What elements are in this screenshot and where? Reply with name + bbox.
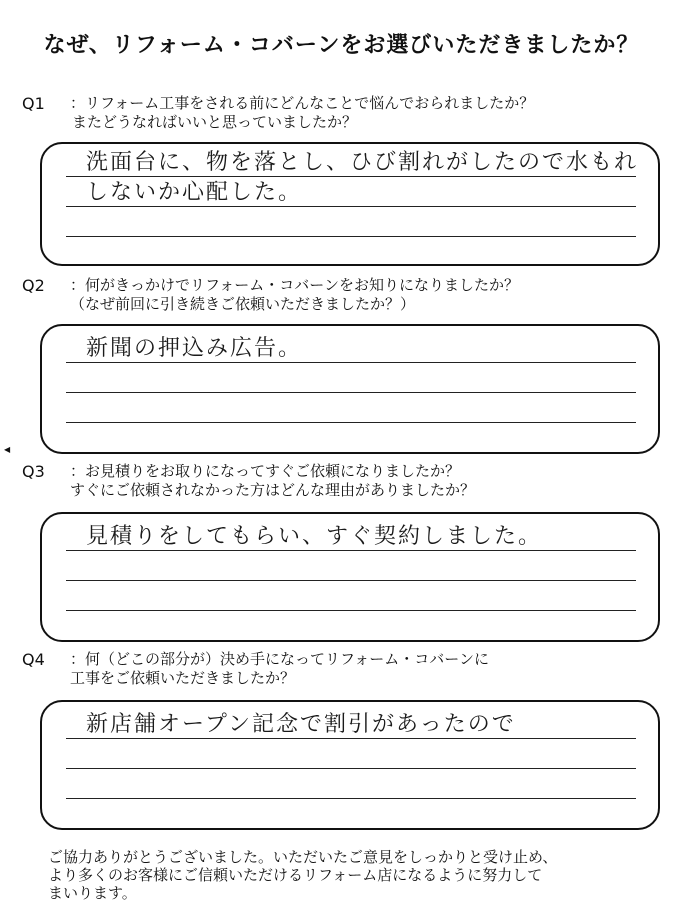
handwritten-answer-line: 新聞の押込み広告。 (86, 336, 303, 361)
handwritten-answer-line: 見積りをしてもらい、すぐ契約しました。 (86, 524, 543, 549)
closing-line: より多くのお客様にご信頼いただけるリフォーム店になるように努力して (48, 866, 543, 884)
answer-rule (66, 580, 636, 581)
closing-line: ご協力ありがとうございました。いただいたご意見をしっかりと受け止め、 (48, 848, 558, 866)
question-line: ：お見積りをお取りになってすぐご依頼になりましたか？ (70, 462, 461, 480)
answer-rule (66, 550, 636, 551)
answer-rule (66, 176, 636, 177)
question-line: すぐにご依頼されなかった方はどんな理由がありましたか？ (70, 481, 476, 499)
question-line: ：何（どこの部分が）決め手になってリフォーム・コバーンに (70, 650, 489, 668)
question-line: またどうなればいいと思っていましたか？ (72, 113, 358, 131)
page-title: なぜ、リフォーム・コバーンをお選びいただきましたか？ (43, 33, 640, 58)
closing-message (48, 848, 658, 902)
answer-rule (66, 738, 636, 739)
handwritten-answer-line: 洗面台に、物を落とし、ひび割れがしたので水もれ (86, 150, 639, 175)
answer-box-q1[interactable] (40, 142, 660, 266)
question-label-q2: Q2 (22, 276, 45, 295)
question-line: ：何がきっかけでリフォーム・コバーンをお知りになりましたか？ (70, 276, 519, 294)
question-text-q1 (70, 94, 660, 132)
answer-rule (66, 798, 636, 799)
question-line: ：リフォーム工事をされる前にどんなことで悩んでおられましたか？ (70, 94, 535, 112)
answer-box-q3[interactable] (40, 512, 660, 642)
answer-rule (66, 236, 636, 237)
answer-box-q2[interactable] (40, 324, 660, 454)
handwritten-answer-line: しないか心配した。 (86, 180, 303, 205)
side-marker-icon: ◀ (4, 445, 11, 454)
question-line: 工事をご依頼いただきましたか？ (70, 669, 296, 687)
answer-rule (66, 206, 636, 207)
closing-line: まいります。 (48, 884, 137, 902)
answer-rule (66, 362, 636, 363)
question-label-q3: Q3 (22, 462, 45, 481)
question-line: （なぜ前回に引き続きご依頼いただきましたか？） (70, 295, 416, 313)
answer-box-q4[interactable] (40, 700, 660, 830)
answer-rule (66, 422, 636, 423)
handwritten-answer-line: 新店舗オープン記念で割引があったので (86, 712, 516, 737)
question-text-q3 (70, 462, 660, 500)
question-text-q4 (70, 650, 660, 688)
answer-rule (66, 768, 636, 769)
answer-rule (66, 392, 636, 393)
answer-rule (66, 610, 636, 611)
question-label-q4: Q4 (22, 650, 45, 669)
question-text-q2 (70, 276, 660, 314)
question-label-q1: Q1 (22, 94, 45, 113)
